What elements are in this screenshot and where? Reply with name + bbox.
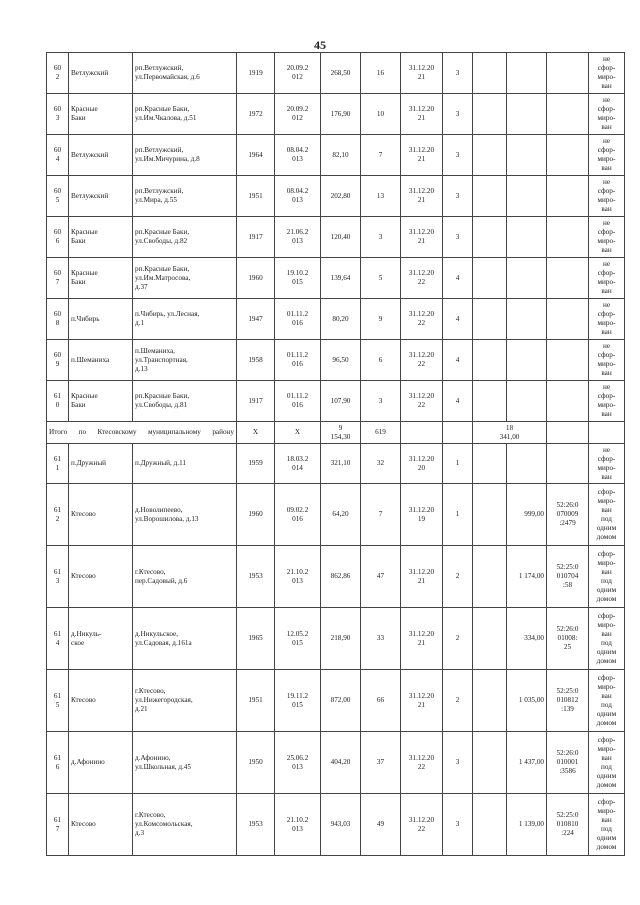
address-cell: п.Дружный, д.11: [133, 444, 237, 484]
address-cell: п.Чибирь, ул.Лесная, д.1: [133, 299, 237, 340]
settlement-cell: Красные Баки: [69, 381, 133, 422]
address-cell: д.Никульское, ул.Садовая, д.161а: [133, 608, 237, 670]
cadastral-cell: 52:26:0 010001 :3586: [547, 732, 589, 794]
deadline-cell: 31.12.20 20: [401, 444, 443, 484]
table-row: [47, 53, 625, 94]
stage-cell: 4: [443, 299, 473, 340]
residents-cell: 5: [361, 258, 401, 299]
settlement-cell: Ктесово: [69, 794, 133, 856]
method-cell: сфор- миро- ван под одним домом: [589, 608, 625, 670]
year-cell: 1917: [237, 381, 275, 422]
stage-cell: 3: [443, 732, 473, 794]
stage-cell: 1: [443, 484, 473, 546]
address-cell: рп.Красные Баки, ул.Им.Чкалова, д.51: [133, 94, 237, 135]
cadastral-cell: [547, 53, 589, 94]
address-cell: рп.Ветлужский, ул.Им.Мичурина, д.8: [133, 135, 237, 176]
cost-cell: [507, 53, 547, 94]
page-number: 45: [314, 38, 326, 52]
date-cell: 20.09.2 012: [275, 94, 321, 135]
cadastral-cell: [547, 217, 589, 258]
deadline-cell: 31.12.20 22: [401, 381, 443, 422]
row-number: 60 4: [47, 135, 69, 176]
empty-cell: [443, 422, 473, 444]
residents-cell: 49: [361, 794, 401, 856]
residents-cell: 33: [361, 608, 401, 670]
settlement-cell: Ктесово: [69, 546, 133, 608]
method-cell: не сфор- миро- ван: [589, 444, 625, 484]
deadline-cell: 31.12.20 22: [401, 794, 443, 856]
subtotal-year: X: [237, 422, 275, 444]
table-row: [47, 217, 625, 258]
settlement-cell: д.Афонино: [69, 732, 133, 794]
method-cell: сфор- миро- ван под одним домом: [589, 546, 625, 608]
year-cell: 1958: [237, 340, 275, 381]
cadastral-cell: 52:25:0 010704 :58: [547, 546, 589, 608]
table-row: [47, 484, 625, 546]
date-cell: 19.11.2 015: [275, 670, 321, 732]
year-cell: 1919: [237, 53, 275, 94]
empty-cell: [589, 422, 625, 444]
area-cell: 862,86: [321, 546, 361, 608]
cadastral-cell: [547, 340, 589, 381]
residents-cell: 7: [361, 484, 401, 546]
deadline-cell: 31.12.20 21: [401, 670, 443, 732]
deadline-cell: 31.12.20 21: [401, 135, 443, 176]
deadline-cell: 31.12.20 21: [401, 53, 443, 94]
method-cell: сфор- миро- ван под одним домом: [589, 732, 625, 794]
cost-cell: [507, 217, 547, 258]
cost-cell: 999,00: [507, 484, 547, 546]
stage-cell: 3: [443, 53, 473, 94]
area-cell: 176,90: [321, 94, 361, 135]
subtotal-residents: 619: [361, 422, 401, 444]
stage-cell: 3: [443, 794, 473, 856]
table-row: [47, 608, 625, 670]
subtotal-label: Итого по Ктесовскому муниципальному району: [47, 422, 237, 444]
deadline-cell: 31.12.20 22: [401, 258, 443, 299]
table-row: [47, 135, 625, 176]
cost-cell: 1 437,00: [507, 732, 547, 794]
cost-cell: [507, 381, 547, 422]
area-cell: 404,20: [321, 732, 361, 794]
cost-cell: [507, 340, 547, 381]
area-cell: 218,90: [321, 608, 361, 670]
settlement-cell: Красные Баки: [69, 258, 133, 299]
empty-cell: [473, 53, 507, 94]
row-number: 60 6: [47, 217, 69, 258]
method-cell: сфор- миро- ван под одним домом: [589, 794, 625, 856]
table-row: [47, 444, 625, 484]
address-cell: д.Афонино, ул.Школьная, д.45: [133, 732, 237, 794]
deadline-cell: 31.12.20 21: [401, 94, 443, 135]
settlement-cell: п.Чибирь: [69, 299, 133, 340]
empty-cell: [473, 258, 507, 299]
empty-cell: [473, 732, 507, 794]
year-cell: 1947: [237, 299, 275, 340]
residents-cell: 6: [361, 340, 401, 381]
address-cell: д.Новолипеево, ул.Ворошилова, д.13: [133, 484, 237, 546]
cadastral-cell: 52:26:0 070009 :2479: [547, 484, 589, 546]
date-cell: 09.02.2 016: [275, 484, 321, 546]
date-cell: 20.09.2 012: [275, 53, 321, 94]
residents-cell: 47: [361, 546, 401, 608]
cadastral-cell: 52:25:0 010812 :139: [547, 670, 589, 732]
area-cell: 64,20: [321, 484, 361, 546]
method-cell: не сфор- миро- ван: [589, 53, 625, 94]
method-cell: не сфор- миро- ван: [589, 135, 625, 176]
method-cell: не сфор- миро- ван: [589, 381, 625, 422]
row-number: 60 3: [47, 94, 69, 135]
stage-cell: 4: [443, 381, 473, 422]
table-row: [47, 176, 625, 217]
settlement-cell: Ктесово: [69, 484, 133, 546]
cadastral-cell: [547, 176, 589, 217]
cadastral-cell: 52:26:0 01008: 25: [547, 608, 589, 670]
cost-cell: [507, 94, 547, 135]
settlement-cell: Ветлужский: [69, 176, 133, 217]
deadline-cell: 31.12.20 21: [401, 608, 443, 670]
date-cell: 21.10.2 013: [275, 546, 321, 608]
year-cell: 1950: [237, 732, 275, 794]
stage-cell: 3: [443, 94, 473, 135]
table-row: [47, 258, 625, 299]
empty-cell: [473, 608, 507, 670]
date-cell: 21.06.2 013: [275, 217, 321, 258]
cost-cell: [507, 444, 547, 484]
date-cell: 01.11.2 016: [275, 299, 321, 340]
residents-cell: 3: [361, 381, 401, 422]
year-cell: 1960: [237, 258, 275, 299]
area-cell: 107,90: [321, 381, 361, 422]
cadastral-cell: [547, 444, 589, 484]
year-cell: 1959: [237, 444, 275, 484]
residents-cell: 32: [361, 444, 401, 484]
year-cell: 1972: [237, 94, 275, 135]
cost-cell: [507, 135, 547, 176]
table-row: [47, 94, 625, 135]
settlement-cell: Красные Баки: [69, 217, 133, 258]
area-cell: 321,10: [321, 444, 361, 484]
year-cell: 1960: [237, 484, 275, 546]
empty-cell: [473, 135, 507, 176]
year-cell: 1951: [237, 176, 275, 217]
subtotal-date: X: [275, 422, 321, 444]
address-cell: рп.Ветлужский, ул.Первомайская, д.6: [133, 53, 237, 94]
subtotal-row: [47, 422, 625, 444]
subtotal-cost: 18 341,00: [473, 422, 547, 444]
empty-cell: [473, 381, 507, 422]
cadastral-cell: [547, 135, 589, 176]
residents-cell: 16: [361, 53, 401, 94]
table-row: [47, 794, 625, 856]
date-cell: 19.10.2 015: [275, 258, 321, 299]
address-cell: рп.Красные Баки, ул.Им.Матросова, д.37: [133, 258, 237, 299]
method-cell: сфор- миро- ван под одним домом: [589, 484, 625, 546]
deadline-cell: 31.12.20 22: [401, 340, 443, 381]
row-number: 60 8: [47, 299, 69, 340]
empty-cell: [473, 94, 507, 135]
row-number: 60 2: [47, 53, 69, 94]
residents-cell: 66: [361, 670, 401, 732]
stage-cell: 1: [443, 444, 473, 484]
area-cell: 82,10: [321, 135, 361, 176]
residents-cell: 3: [361, 217, 401, 258]
empty-cell: [473, 444, 507, 484]
empty-cell: [473, 546, 507, 608]
empty-cell: [473, 670, 507, 732]
row-number: 61 3: [47, 546, 69, 608]
cadastral-cell: [547, 94, 589, 135]
table-row: [47, 546, 625, 608]
method-cell: не сфор- миро- ван: [589, 217, 625, 258]
table-row: [47, 381, 625, 422]
method-cell: не сфор- миро- ван: [589, 299, 625, 340]
stage-cell: 3: [443, 176, 473, 217]
row-number: 60 5: [47, 176, 69, 217]
cost-cell: [507, 299, 547, 340]
method-cell: не сфор- миро- ван: [589, 176, 625, 217]
cadastral-cell: 52:25:0 010810 :224: [547, 794, 589, 856]
cadastral-cell: [547, 258, 589, 299]
deadline-cell: 31.12.20 22: [401, 732, 443, 794]
residents-cell: 13: [361, 176, 401, 217]
date-cell: 08.04.2 013: [275, 135, 321, 176]
empty-cell: [473, 340, 507, 381]
date-cell: 08.04.2 013: [275, 176, 321, 217]
date-cell: 21.10.2 013: [275, 794, 321, 856]
date-cell: 12.05.2 015: [275, 608, 321, 670]
row-number: 61 1: [47, 444, 69, 484]
empty-cell: [473, 217, 507, 258]
table-row: [47, 732, 625, 794]
row-number: 61 6: [47, 732, 69, 794]
housing-table: [46, 52, 625, 856]
date-cell: 25.06.2 013: [275, 732, 321, 794]
stage-cell: 4: [443, 340, 473, 381]
date-cell: 18.03.2 014: [275, 444, 321, 484]
area-cell: 139,64: [321, 258, 361, 299]
area-cell: 943,03: [321, 794, 361, 856]
table-row: [47, 670, 625, 732]
date-cell: 01.11.2 016: [275, 340, 321, 381]
deadline-cell: 31.12.20 21: [401, 217, 443, 258]
deadline-cell: 31.12.20 21: [401, 176, 443, 217]
table-row: [47, 299, 625, 340]
empty-cell: [401, 422, 443, 444]
stage-cell: 4: [443, 258, 473, 299]
area-cell: 96,50: [321, 340, 361, 381]
settlement-cell: Красные Баки: [69, 94, 133, 135]
settlement-cell: Ктесово: [69, 670, 133, 732]
year-cell: 1953: [237, 794, 275, 856]
deadline-cell: 31.12.20 19: [401, 484, 443, 546]
row-number: 60 9: [47, 340, 69, 381]
cost-cell: [507, 176, 547, 217]
deadline-cell: 31.12.20 22: [401, 299, 443, 340]
cadastral-cell: [547, 299, 589, 340]
method-cell: не сфор- миро- ван: [589, 258, 625, 299]
year-cell: 1953: [237, 546, 275, 608]
cost-cell: 1 139,00: [507, 794, 547, 856]
empty-cell: [547, 422, 589, 444]
area-cell: 268,50: [321, 53, 361, 94]
method-cell: не сфор- миро- ван: [589, 340, 625, 381]
row-number: 61 4: [47, 608, 69, 670]
stage-cell: 2: [443, 608, 473, 670]
stage-cell: 3: [443, 135, 473, 176]
method-cell: не сфор- миро- ван: [589, 94, 625, 135]
empty-cell: [473, 176, 507, 217]
settlement-cell: Ветлужский: [69, 53, 133, 94]
address-cell: г.Ктесово, ул.Нижегородская, д.21: [133, 670, 237, 732]
empty-cell: [473, 299, 507, 340]
cost-cell: 334,00: [507, 608, 547, 670]
cost-cell: 1 035,00: [507, 670, 547, 732]
address-cell: г.Ктесово, пер.Садовый, д.6: [133, 546, 237, 608]
empty-cell: [473, 794, 507, 856]
address-cell: рп.Красные Баки, ул.Свободы, д.81: [133, 381, 237, 422]
subtotal-area: 9 154,30: [321, 422, 361, 444]
settlement-cell: д.Никуль- ское: [69, 608, 133, 670]
year-cell: 1917: [237, 217, 275, 258]
row-number: 61 7: [47, 794, 69, 856]
residents-cell: 37: [361, 732, 401, 794]
residents-cell: 9: [361, 299, 401, 340]
empty-cell: [473, 484, 507, 546]
cost-cell: 1 174,00: [507, 546, 547, 608]
residents-cell: 7: [361, 135, 401, 176]
stage-cell: 3: [443, 217, 473, 258]
date-cell: 01.11.2 016: [275, 381, 321, 422]
residents-cell: 10: [361, 94, 401, 135]
table-row: [47, 340, 625, 381]
area-cell: 202,80: [321, 176, 361, 217]
area-cell: 872,00: [321, 670, 361, 732]
row-number: 61 0: [47, 381, 69, 422]
row-number: 61 2: [47, 484, 69, 546]
address-cell: рп.Ветлужский, ул.Мира, д.55: [133, 176, 237, 217]
area-cell: 80,20: [321, 299, 361, 340]
row-number: 61 5: [47, 670, 69, 732]
address-cell: рп.Красные Баки, ул.Свободы, д.82: [133, 217, 237, 258]
address-cell: г.Ктесово, ул.Комсомольская, д.3: [133, 794, 237, 856]
settlement-cell: Ветлужский: [69, 135, 133, 176]
stage-cell: 2: [443, 670, 473, 732]
deadline-cell: 31.12.20 21: [401, 546, 443, 608]
address-cell: п.Шеманиха, ул.Транспортная, д.13: [133, 340, 237, 381]
method-cell: сфор- миро- ван под одним домом: [589, 670, 625, 732]
year-cell: 1965: [237, 608, 275, 670]
stage-cell: 2: [443, 546, 473, 608]
cadastral-cell: [547, 381, 589, 422]
row-number: 60 7: [47, 258, 69, 299]
settlement-cell: п.Дружный: [69, 444, 133, 484]
cost-cell: [507, 258, 547, 299]
settlement-cell: п.Шеманиха: [69, 340, 133, 381]
year-cell: 1964: [237, 135, 275, 176]
year-cell: 1951: [237, 670, 275, 732]
area-cell: 120,40: [321, 217, 361, 258]
